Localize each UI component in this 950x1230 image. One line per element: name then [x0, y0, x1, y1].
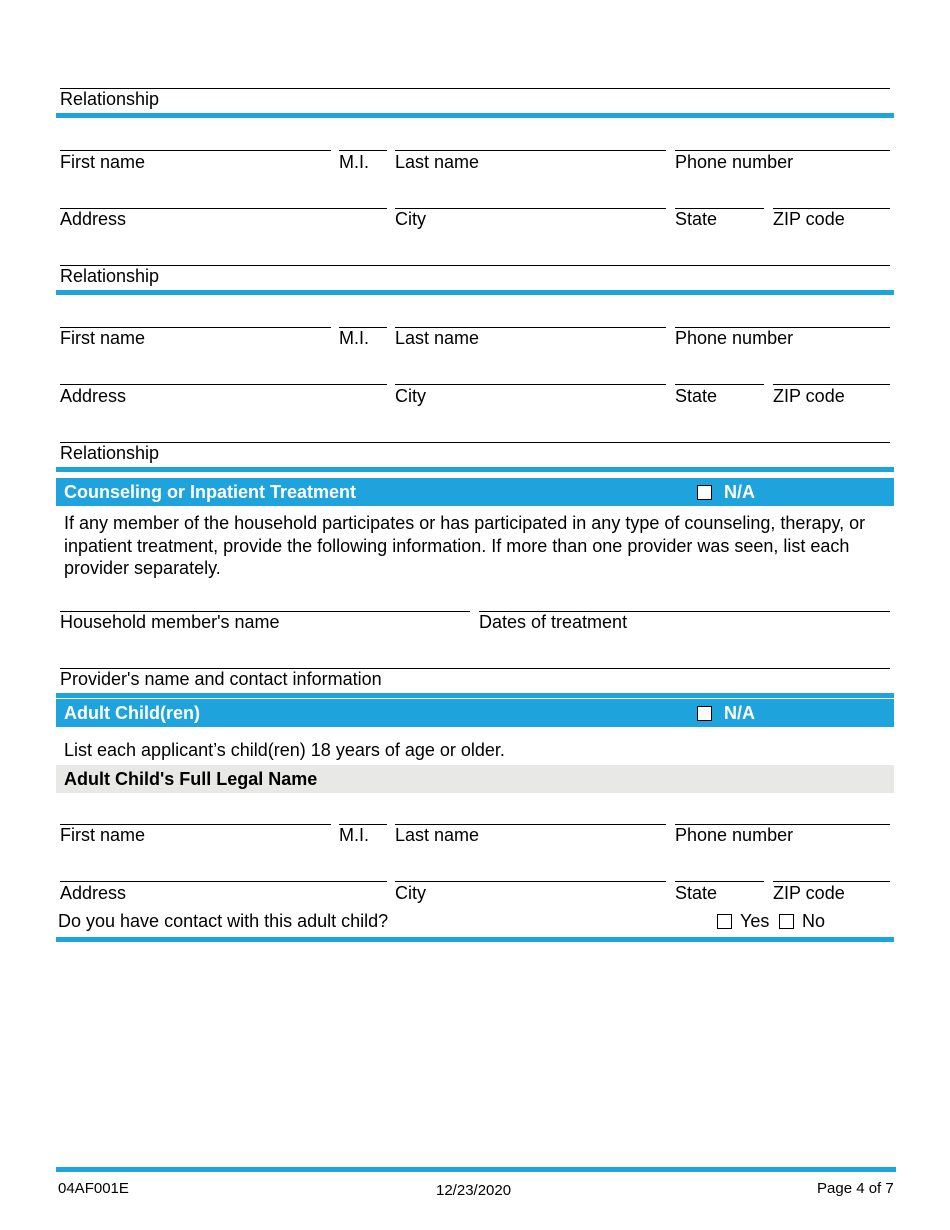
contact-yes-checkbox[interactable]	[717, 914, 732, 929]
section-divider	[56, 113, 894, 118]
address-label: Address	[60, 386, 127, 406]
contact-no-label: No	[802, 911, 826, 931]
counseling-na-label: N/A	[724, 482, 755, 502]
last-name-label: Last name	[395, 328, 480, 348]
zip-label: ZIP code	[773, 209, 845, 229]
counseling-na-checkbox[interactable]	[697, 485, 712, 500]
mi-label: M.I.	[339, 825, 369, 845]
adult-child-name-subheader: Adult Child's Full Legal Name	[64, 769, 318, 789]
counseling-description: If any member of the household participates or has participated in any type of counseling, therapy, or inpatient treatment, provide the following information. If more than one provider was seen, list each provider separately.	[64, 513, 866, 578]
zip-label: ZIP code	[773, 883, 845, 903]
first-name-field[interactable]	[60, 150, 331, 151]
mi-label: M.I.	[339, 328, 369, 348]
contact-no-checkbox[interactable]	[779, 914, 794, 929]
zip-field[interactable]	[773, 384, 890, 385]
first-name-label: First name	[60, 825, 146, 845]
state-label: State	[675, 209, 718, 229]
counseling-header	[56, 478, 894, 506]
mi-field[interactable]	[339, 150, 387, 151]
adult-children-instruction: List each applicant’s child(ren) 18 years of age or older.	[64, 740, 505, 760]
relationship-field[interactable]	[60, 442, 890, 443]
last-name-field[interactable]	[395, 150, 666, 151]
member-name-label: Household member's name	[60, 612, 280, 632]
city-field[interactable]	[395, 881, 666, 882]
subheader-band	[56, 765, 894, 793]
dates-label: Dates of treatment	[479, 612, 628, 632]
city-label: City	[395, 883, 426, 903]
section-divider	[56, 693, 894, 698]
address-label: Address	[60, 209, 127, 229]
relationship-field[interactable]	[60, 265, 890, 266]
phone-label: Phone number	[675, 328, 794, 348]
city-label: City	[395, 386, 426, 406]
provider-label: Provider's name and contact information	[60, 669, 382, 689]
section-divider	[56, 290, 894, 295]
contact-question: Do you have contact with this adult child?	[58, 911, 389, 931]
city-field[interactable]	[395, 208, 666, 209]
relationship-line-1[interactable]	[60, 88, 890, 89]
form-date: 12/23/2020	[436, 1182, 512, 1199]
phone-label: Phone number	[675, 152, 794, 172]
city-label: City	[395, 209, 426, 229]
contact-yes-label: Yes	[740, 911, 770, 931]
form-code: 04AF001E	[58, 1180, 129, 1197]
adult-children-header	[56, 699, 894, 727]
mi-label: M.I.	[339, 152, 369, 172]
adult-children-title: Adult Child(ren)	[64, 703, 200, 723]
first-name-label: First name	[60, 152, 146, 172]
adult-children-na-label: N/A	[724, 703, 755, 723]
relationship-label: Relationship	[60, 266, 160, 286]
zip-label: ZIP code	[773, 386, 845, 406]
section-divider	[56, 937, 894, 942]
section-divider	[56, 467, 894, 472]
footer-rule	[56, 1167, 896, 1172]
counseling-title: Counseling or Inpatient Treatment	[64, 482, 357, 502]
address-field[interactable]	[60, 881, 387, 882]
state-label: State	[675, 883, 718, 903]
address-field[interactable]	[60, 384, 387, 385]
address-label: Address	[60, 883, 127, 903]
state-field[interactable]	[675, 384, 764, 385]
last-name-label: Last name	[395, 825, 480, 845]
phone-field[interactable]	[675, 150, 890, 151]
zip-field[interactable]	[773, 881, 890, 882]
relationship-label: Relationship	[60, 443, 160, 463]
state-field[interactable]	[675, 881, 764, 882]
last-name-label: Last name	[395, 152, 480, 172]
adult-children-na-checkbox[interactable]	[697, 706, 712, 721]
phone-label: Phone number	[675, 825, 794, 845]
relationship-label: Relationship	[60, 89, 160, 109]
city-field[interactable]	[395, 384, 666, 385]
page-number: Page 4 of 7	[817, 1180, 894, 1197]
state-label: State	[675, 386, 718, 406]
first-name-label: First name	[60, 328, 146, 348]
